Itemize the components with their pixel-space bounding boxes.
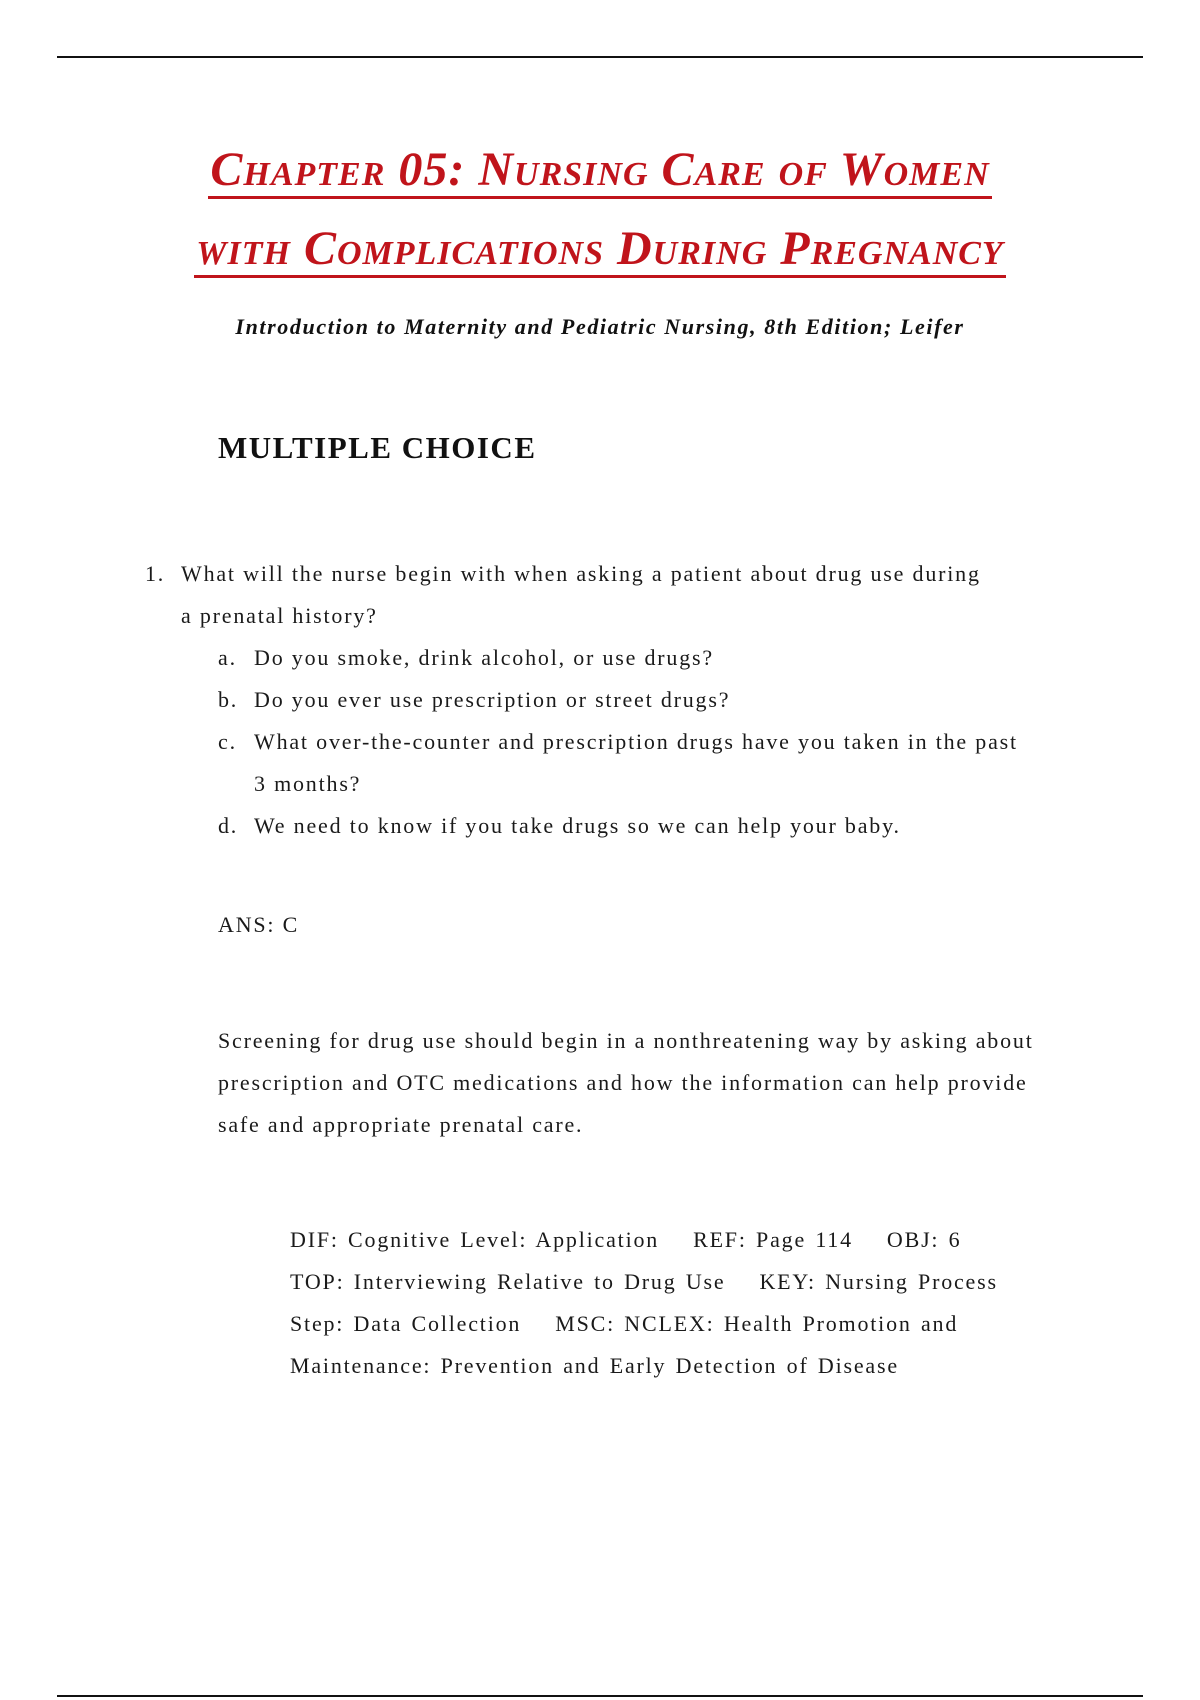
- option-text: Do you smoke, drink alcohol, or use drugs?: [254, 645, 714, 670]
- rationale-text: Screening for drug use should begin in a nonthreatening way by asking about prescription and OTC medications and how the information can help provide safe and appropriate prenatal care.: [218, 1028, 1034, 1137]
- option-letter: c.: [218, 729, 237, 754]
- question-block: [145, 553, 1045, 847]
- option-letter: d.: [218, 813, 239, 838]
- meta-top: TOP: Interviewing Relative to Drug Use: [290, 1269, 726, 1294]
- answer-key: ANS: C: [218, 912, 300, 937]
- section-heading: MULTIPLE CHOICE: [218, 430, 537, 465]
- chapter-title-text-1: Chapter 05: Nursing Care of Women: [208, 146, 991, 199]
- bottom-rule: [57, 1695, 1143, 1697]
- option-d: [218, 805, 1018, 847]
- option-letter: a.: [218, 645, 237, 670]
- option-text: We need to know if you take drugs so we can help your baby.: [254, 813, 901, 838]
- meta-step: Step: Data Collection: [290, 1311, 522, 1336]
- meta-msc: MSC: NCLEX: Health Promotion and Maintenance: Prevention and Early Detection of Disease: [290, 1311, 959, 1378]
- option-c: [218, 721, 1018, 805]
- question-text: What will the nurse begin with when asking a patient about drug use during a prenatal history?: [181, 561, 981, 628]
- question-number: 1.: [145, 561, 166, 586]
- option-b: [218, 679, 1018, 721]
- question-metadata: [290, 1219, 1060, 1387]
- meta-obj: OBJ: 6: [886, 1227, 962, 1252]
- meta-dif: DIF: Cognitive Level: Application: [290, 1227, 660, 1252]
- chapter-title-line-1: [0, 143, 1200, 199]
- option-text: What over-the-counter and prescription drugs have you taken in the past 3 months?: [254, 729, 1018, 796]
- option-letter: b.: [218, 687, 239, 712]
- option-text: Do you ever use prescription or street drugs?: [254, 687, 731, 712]
- chapter-title-text-2: with Complications During Pregnancy: [194, 225, 1005, 278]
- answer-options: [218, 637, 1018, 847]
- option-a: [218, 637, 1018, 679]
- top-rule: [57, 56, 1143, 58]
- chapter-title-line-2: [0, 222, 1200, 278]
- book-subtitle: Introduction to Maternity and Pediatric Nursing, 8th Edition; Leifer: [235, 314, 965, 339]
- meta-key: KEY: Nursing Process: [759, 1269, 998, 1294]
- meta-ref: REF: Page 114: [693, 1227, 853, 1252]
